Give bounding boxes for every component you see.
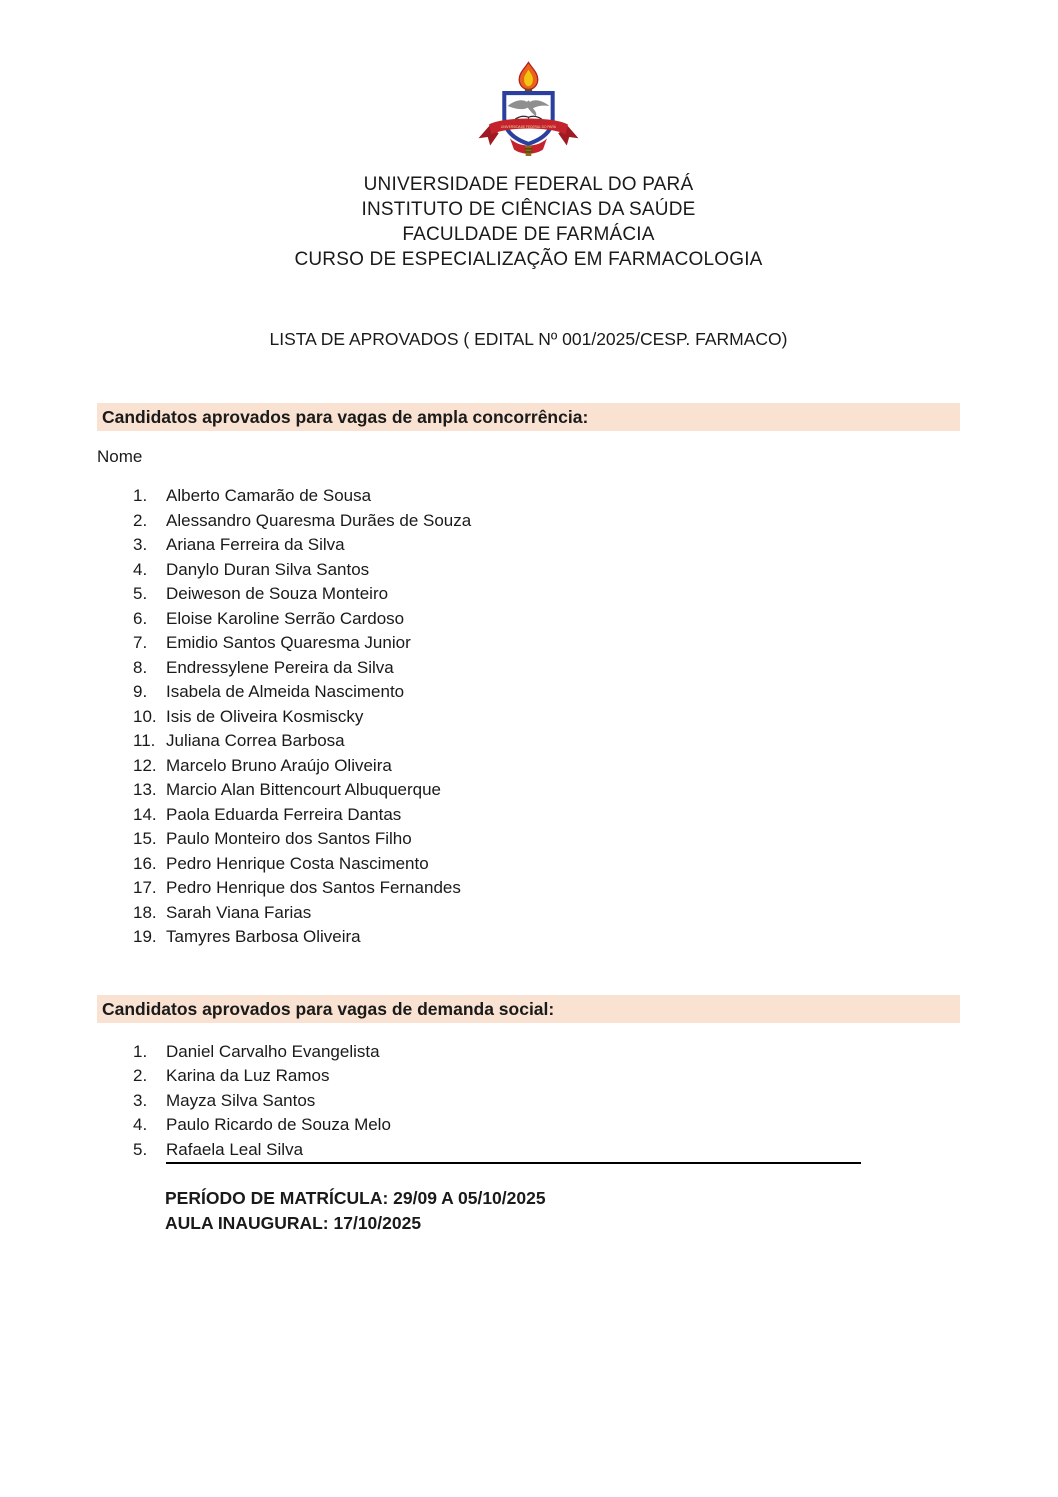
candidate-row — [133, 680, 960, 705]
candidate-row — [133, 876, 960, 901]
candidate-number: 4. — [133, 1115, 148, 1134]
candidate-number: 7. — [133, 633, 148, 652]
candidate-row — [133, 925, 960, 950]
candidate-number: 6. — [133, 608, 148, 628]
candidate-name: Ariana Ferreira da Silva — [166, 535, 345, 554]
candidate-number: 4. — [133, 559, 148, 579]
institution-line-1: UNIVERSIDADE FEDERAL DO PARÁ — [363, 174, 694, 195]
candidate-row — [133, 631, 960, 656]
candidate-row — [133, 803, 960, 828]
candidate-number: 1. — [133, 1041, 148, 1061]
candidate-number: 11. — [133, 731, 156, 750]
candidate-name: Endressylene Pereira da Silva — [166, 657, 394, 677]
candidate-number: 9. — [133, 682, 148, 701]
candidate-row — [133, 754, 960, 779]
institution-line-3: FACULDADE DE FARMÁCIA — [402, 224, 655, 245]
candidate-number: 8. — [133, 657, 148, 677]
candidate-row — [133, 1138, 960, 1165]
institution-header — [97, 172, 960, 272]
candidate-row — [133, 729, 960, 754]
candidate-number: 18. — [133, 902, 157, 922]
candidate-name: Marcelo Bruno Araújo Oliveira — [166, 755, 392, 775]
candidate-name: Eloise Karoline Serrão Cardoso — [166, 608, 405, 628]
ufpa-crest-icon — [468, 60, 589, 160]
candidate-list-ampla — [133, 484, 960, 950]
candidate-row — [133, 509, 960, 534]
institution-line-4: CURSO DE ESPECIALIZAÇÃO EM FARMACOLOGIA — [294, 249, 763, 270]
candidate-row — [133, 705, 960, 730]
candidate-number: 13. — [133, 780, 157, 799]
candidate-row — [133, 852, 960, 877]
candidate-number: 2. — [133, 1066, 148, 1085]
candidate-number: 15. — [133, 829, 157, 848]
candidate-row — [133, 582, 960, 607]
candidate-name: Juliana Correa Barbosa — [166, 731, 345, 750]
candidate-name: Pedro Henrique Costa Nascimento — [166, 853, 429, 873]
candidate-number: 16. — [133, 853, 157, 873]
inaugural-class-line: AULA INAUGURAL: 17/10/2025 — [165, 1213, 422, 1233]
candidate-name: Paulo Monteiro dos Santos Filho — [166, 829, 412, 848]
candidate-name: Alberto Camarão de Sousa — [166, 486, 372, 505]
candidate-row — [133, 1064, 960, 1089]
candidate-number: 19. — [133, 927, 157, 946]
candidate-row — [133, 1040, 960, 1065]
candidate-row — [133, 1089, 960, 1114]
section-heading-demanda: Candidatos aprovados para vagas de demanda social: — [97, 995, 960, 1023]
candidate-name: Emidio Santos Quaresma Junior — [166, 633, 411, 652]
candidate-number: 17. — [133, 878, 157, 897]
candidate-row — [133, 1113, 960, 1138]
enrollment-period-line: PERÍODO DE MATRÍCULA: 29/09 A 05/10/2025 — [165, 1188, 546, 1208]
candidate-name: Paola Eduarda Ferreira Dantas — [166, 804, 402, 824]
institution-line-2: INSTITUTO DE CIÊNCIAS DA SAÚDE — [361, 199, 696, 220]
candidate-name: Daniel Carvalho Evangelista — [166, 1041, 380, 1061]
candidate-name: Mayza Silva Santos — [166, 1090, 316, 1110]
enrollment-info — [165, 1186, 960, 1236]
candidate-number: 2. — [133, 510, 148, 530]
candidate-row — [133, 827, 960, 852]
candidate-row — [133, 484, 960, 509]
candidate-row — [133, 778, 960, 803]
candidate-name: Paulo Ricardo de Souza Melo — [166, 1115, 391, 1134]
candidate-name: Deiweson de Souza Monteiro — [166, 584, 389, 603]
candidate-name: Sarah Viana Farias — [166, 902, 312, 922]
candidate-row — [133, 656, 960, 681]
column-label-nome: Nome — [97, 447, 143, 466]
candidate-number: 10. — [133, 706, 157, 726]
candidate-name: Pedro Henrique dos Santos Fernandes — [166, 878, 461, 897]
section-demanda-social — [97, 995, 960, 1165]
candidate-row — [133, 607, 960, 632]
university-logo — [97, 60, 960, 160]
logo-banner-text: UNIVERSIDADE FEDERAL DO PARÁ — [501, 125, 556, 130]
candidate-row — [133, 533, 960, 558]
candidate-name: Isabela de Almeida Nascimento — [166, 682, 405, 701]
candidate-row — [133, 901, 960, 926]
candidate-name: Alessandro Quaresma Durães de Souza — [166, 510, 472, 530]
candidate-number: 5. — [133, 1139, 148, 1159]
candidate-name: Tamyres Barbosa Oliveira — [166, 927, 361, 946]
section-ampla-concorrencia — [97, 403, 960, 950]
candidate-name: Danylo Duran Silva Santos — [166, 559, 370, 579]
candidate-number: 1. — [133, 486, 148, 505]
candidate-name: Rafaela Leal Silva — [166, 1138, 861, 1165]
candidate-name: Isis de Oliveira Kosmiscky — [166, 706, 364, 726]
candidate-number: 3. — [133, 535, 148, 554]
candidate-row — [133, 558, 960, 583]
candidate-list-demanda — [133, 1040, 960, 1165]
torch-base-icon — [525, 145, 532, 155]
candidate-number: 14. — [133, 804, 157, 824]
candidate-number: 5. — [133, 584, 148, 603]
document-title: LISTA DE APROVADOS ( EDITAL Nº 001/2025/CESP. FARMACO) — [269, 329, 788, 349]
candidate-name: Karina da Luz Ramos — [166, 1066, 330, 1085]
candidate-number: 12. — [133, 755, 157, 775]
section-heading-ampla: Candidatos aprovados para vagas de ampla concorrência: — [97, 403, 960, 431]
candidate-number: 3. — [133, 1090, 148, 1110]
candidate-name: Marcio Alan Bittencourt Albuquerque — [166, 780, 442, 799]
